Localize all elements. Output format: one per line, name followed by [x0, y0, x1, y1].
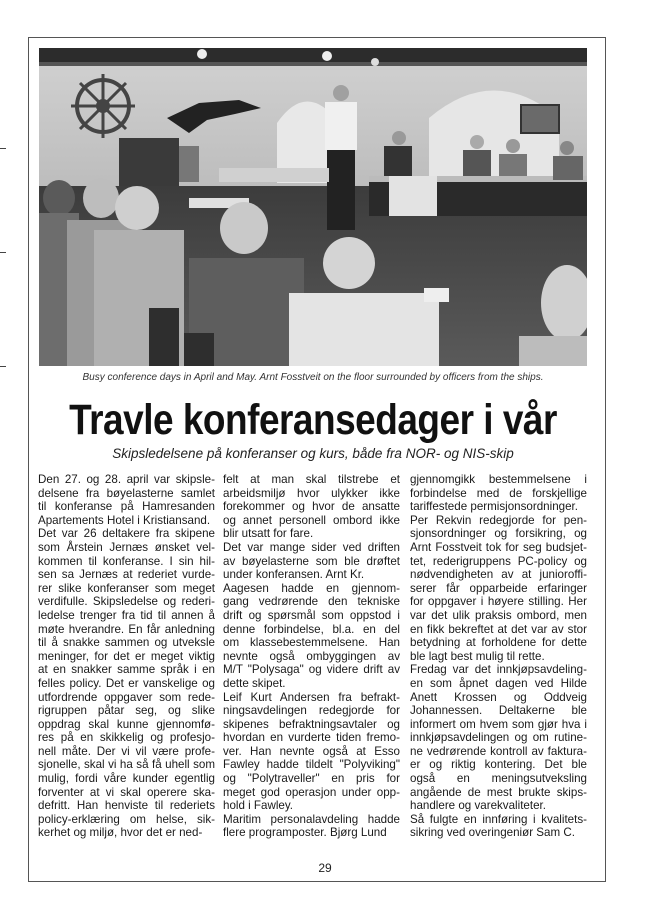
- article-text-line: sjonelle, skal vi ha så få uhell som: [38, 758, 215, 772]
- article-text-line: er og riktig kontering. Det ble: [410, 758, 587, 772]
- article-text-line: Det var 26 deltakere fra skipene: [38, 527, 215, 541]
- article-text-line: denne forbindelse, bl.a. en del: [223, 622, 400, 636]
- conference-photo: [39, 48, 587, 366]
- article-text-line: rigruppen påtar seg, og slike: [38, 704, 215, 718]
- article-text-line: Fredag var det innkjøpsavdeling-: [410, 663, 587, 677]
- article-text-line: Arnt Fosstveit tok for seg budsjet-: [410, 540, 587, 554]
- binding-mark: [0, 366, 6, 367]
- article-text-line: ver. Han nevnte også at Esso: [223, 744, 400, 758]
- binding-mark: [0, 252, 6, 253]
- article-title: Travle konferansedager i vår: [69, 396, 557, 444]
- article-text-line: gang vedrørende den tekniske: [223, 595, 400, 609]
- article-text-line: flere programposter. Bjørg Lund: [223, 826, 387, 840]
- article-text-line: policy-erklæring om helse, sik-: [38, 812, 215, 826]
- article-text-line: ningsavdelingen redegjorde for: [223, 704, 400, 718]
- article-text-line: nell måte. Der vi vil være profe-: [38, 744, 215, 758]
- article-text-line: utfordrende oppgaver som rede-: [38, 690, 215, 704]
- article-text-line: angående de mest brukte skips-: [410, 785, 587, 799]
- article-text-line: hvordan en vurderte tiden fremo-: [223, 731, 400, 745]
- article-text-line: verdifulle. Skipsledelse og rederi-: [38, 595, 215, 609]
- article-column-1: [38, 473, 215, 840]
- article-text-line: Leif Kurt Andersen fra befrakt-: [223, 690, 400, 704]
- article-text-line: meninger, for det er meget viktig: [38, 649, 215, 663]
- article-text-line: Aagesen hadde en gjennom-: [223, 581, 400, 595]
- article-text-line: Fawley hadde tildelt "Polyviking": [223, 758, 400, 772]
- article-text-line: Anett Krossen og Oddveig: [410, 690, 587, 704]
- article-text-line: Maritim personalavdeling hadde: [223, 812, 400, 826]
- article-text-line: forbindelse med de forskjellige: [410, 486, 587, 500]
- article-text-line: ble lagt best mulig til rette.: [410, 649, 545, 663]
- article-text-line: til å snakke sammen og utveksle: [38, 636, 215, 650]
- article-text-line: under konferansen. Arnt Kr.: [223, 568, 365, 582]
- article-text-line: ledelse trenger fra tid til annen å: [38, 608, 215, 622]
- article-column-3: [410, 473, 587, 840]
- article-text-line: av bøyelasterne som ble drøftet: [223, 554, 400, 568]
- article-text-line: Så fulgte en innføring i kvalitets-: [410, 812, 587, 826]
- article-text-line: var det ulik praksis ombord, men: [410, 608, 587, 622]
- article-text-line: rer slike konferanser som meget: [38, 581, 215, 595]
- article-text-line: forventer at vi skal operere ska-: [38, 785, 215, 799]
- article-text-line: om klassebestemmelsene. Han: [223, 636, 400, 650]
- article-text-line: og "Polytraveller" en pris for: [223, 772, 400, 786]
- page-number: 29: [318, 861, 332, 875]
- article-text-line: sen sa Jernæs at rederiet vurde-: [38, 568, 215, 582]
- article-text-line: ne vedrørende kontroll av faktura-: [410, 744, 587, 758]
- article-text-line: Det var mange sider ved driften: [223, 540, 400, 554]
- article-text-line: kerhet og miljø, hvor det er ned-: [38, 826, 203, 840]
- article-text-line: nødvendigheten av at junioroffi-: [410, 568, 587, 582]
- article-text-line: Johannessen. Deltakerne ble: [410, 704, 587, 718]
- article-text-line: hold i Fawley.: [223, 799, 294, 813]
- article-text-line: informert om hvem som gjør hva i: [410, 717, 587, 731]
- article-text-line: oppdrag skal kunne gjennomfø-: [38, 717, 215, 731]
- binding-mark: [0, 148, 6, 149]
- article-text-line: skipenes befraktningsavtaler og: [223, 717, 400, 731]
- article-text-line: at en snakker samme språk i en: [38, 663, 215, 677]
- article-subtitle: Skipsledelsene på konferanser og kurs, både fra NOR- og NIS-skip: [112, 446, 514, 461]
- article-text-line: tariffestede permisjonsordninger.: [410, 500, 578, 514]
- article-text-line: sjonsordninger og forsikring, og: [410, 527, 587, 541]
- article-text-line: betydning at forholdene for dette: [410, 636, 587, 650]
- article-text-line: drift og spørsmål som oppstod i: [223, 608, 400, 622]
- article-text-line: også en meningsutveksling: [410, 772, 587, 786]
- article-text-line: dette skipet.: [223, 676, 286, 690]
- article-text-line: til konferanse på Hamresanden: [38, 500, 215, 514]
- article-text-line: felles policy. Det er vanskelige og: [38, 676, 215, 690]
- article-text-line: blir utsatt for fare.: [223, 527, 314, 541]
- article-text-line: Apartements Hotel i Kristiansand.: [38, 513, 211, 527]
- article-text-line: M/T "Polysaga" og videre drift av: [223, 663, 400, 677]
- article-text-line: gjennomgikk bestemmelsene i: [410, 473, 587, 486]
- article-text-line: og annet personell ombord ikke: [223, 513, 400, 527]
- article-text-line: defritt. Han henviste til rederiets: [38, 799, 215, 813]
- article-text-line: Per Rekvin redegjorde for pen-: [410, 513, 587, 527]
- article-text-line: forekommer og hvor de ansatte: [223, 500, 400, 514]
- article-text-line: en som åpnet dagen ved Hilde: [410, 676, 587, 690]
- article-text-line: serer får opparbeide erfaringer: [410, 581, 587, 595]
- article-column-2: [223, 473, 400, 840]
- article-text-line: for oppgaver i høyere stilling. Her: [410, 595, 587, 609]
- article-text-line: en fikk bekreftet at det var av stor: [410, 622, 587, 636]
- article-text-line: handlere og varekvaliteter.: [410, 799, 546, 813]
- article-text-line: res på en skikkelig og profesjo-: [38, 731, 215, 745]
- article-text-line: som Årstein Jernæs ønsket vel-: [38, 540, 215, 554]
- article-text-line: arbeidsmiljø hvor ulykker ikke: [223, 486, 400, 500]
- article-text-line: delsene fra bøyelasterne samlet: [38, 486, 215, 500]
- article-text-line: kommen til konferanse. I sin hil-: [38, 554, 215, 568]
- article-text-line: innkjøpsavdelingen og om rutine-: [410, 731, 587, 745]
- article-text-line: Den 27. og 28. april var skipsle-: [38, 473, 215, 486]
- article-text-line: felt at man skal tilstrebe et: [223, 473, 400, 486]
- article-text-line: mulig, fordi våre kunder egentlig: [38, 772, 215, 786]
- article-text-line: sikring ved overingeniør Sam C.: [410, 826, 575, 840]
- photo-caption: Busy conference days in April and May. Arnt Fosstveit on the floor surrounded by officers from the ships.: [82, 372, 544, 383]
- article-text-line: meget god operasjon under opp-: [223, 785, 400, 799]
- article-text-line: møte hverandre. En får anledning: [38, 622, 215, 636]
- article-text-line: tet, rederigruppens PC-policy og: [410, 554, 587, 568]
- article-text-line: nevnte også ombyggingen av: [223, 649, 400, 663]
